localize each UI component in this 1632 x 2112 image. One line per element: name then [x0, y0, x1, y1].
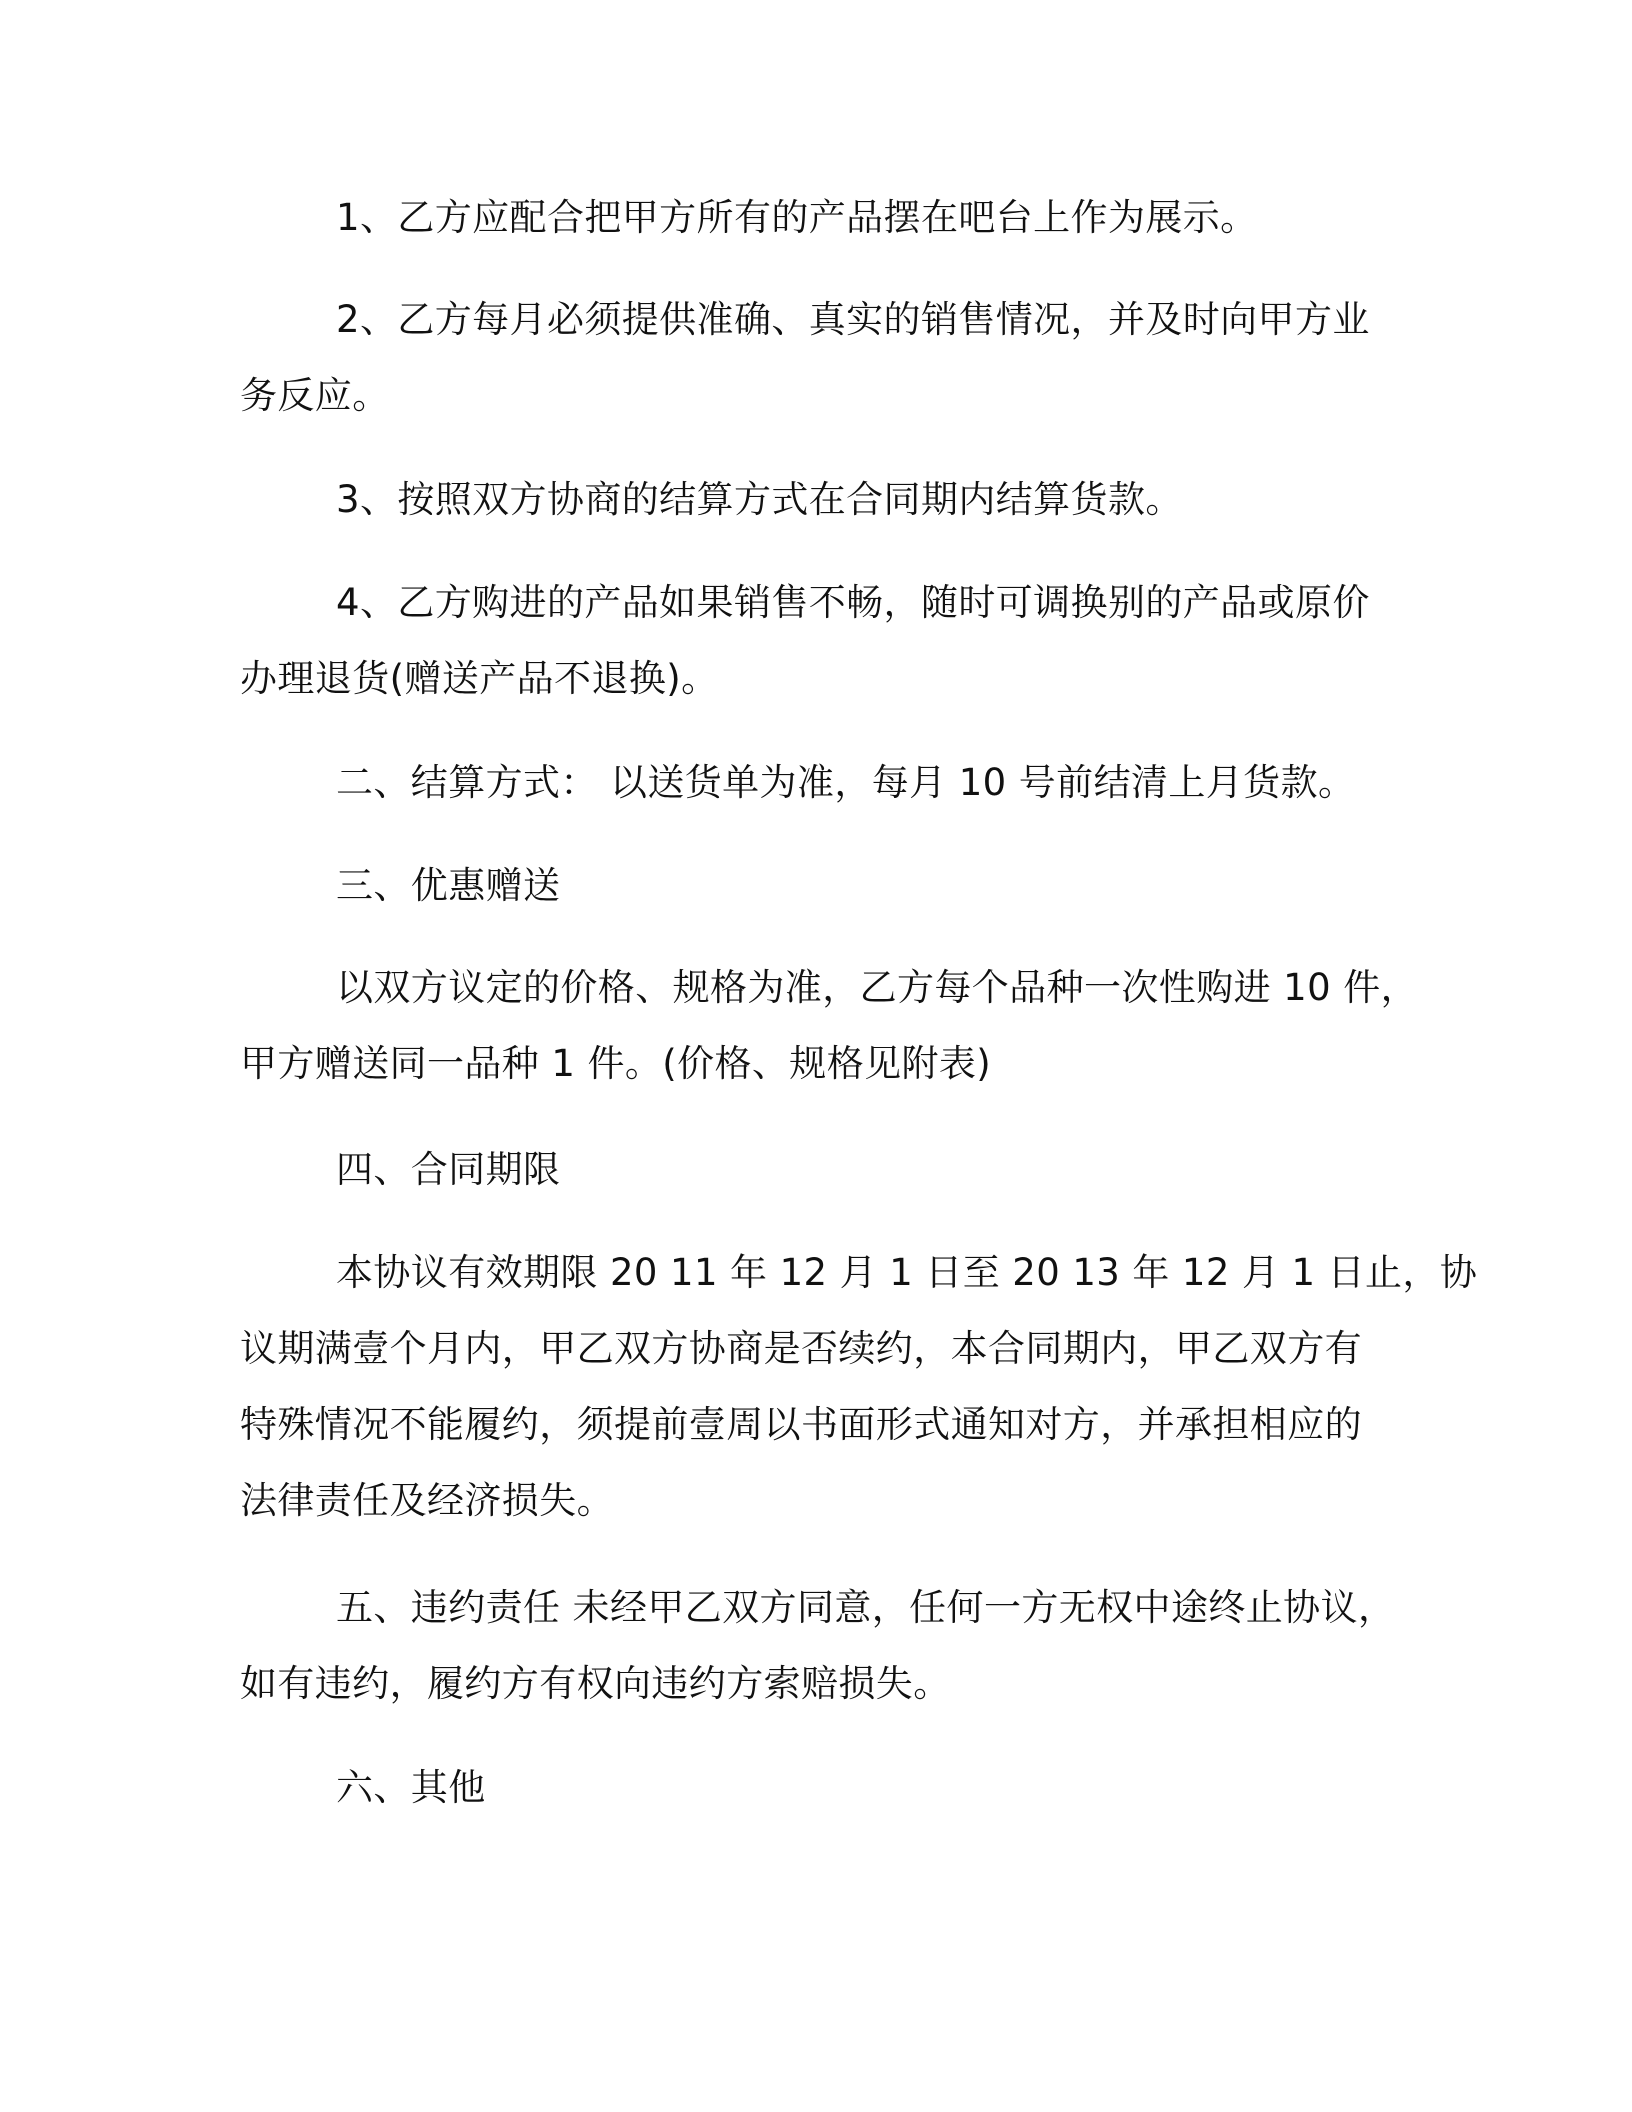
text-line: 六、其他 — [336, 1766, 486, 1809]
clause-4-returns — [240, 565, 1392, 717]
text-line: 四、合同期限 — [336, 1148, 561, 1191]
section-4-heading — [240, 1132, 1392, 1208]
text-line: 办理退货(赠送产品不退换)。 — [240, 657, 719, 700]
clause-2-sales-report — [240, 282, 1392, 434]
text-line: 甲方赠送同一品种 1 件。(价格、规格见附表) — [240, 1042, 992, 1085]
text-line: 以双方议定的价格、规格为准，乙方每个品种一次性购进 10 件， — [336, 966, 1419, 1009]
text-line: 务反应。 — [240, 374, 390, 417]
text-line: 五、违约责任 未经甲乙双方同意，任何一方无权中途终止协议， — [336, 1586, 1396, 1629]
section-3-heading — [240, 848, 1392, 924]
text-line: 议期满壹个月内，甲乙双方协商是否续约，本合同期内，甲乙双方有 — [240, 1327, 1362, 1370]
text-line: 1、乙方应配合把甲方所有的产品摆在吧台上作为展示。 — [336, 196, 1258, 239]
text-line: 三、优惠赠送 — [336, 864, 561, 907]
clause-3-settlement — [240, 462, 1392, 538]
section-2-settlement-method — [240, 745, 1392, 821]
clause-1-display — [240, 180, 1392, 256]
text-line: 二、结算方式： 以送货单为准，每月 10 号前结清上月货款。 — [336, 761, 1356, 804]
text-line: 3、按照双方协商的结算方式在合同期内结算货款。 — [336, 478, 1183, 521]
text-line: 如有违约，履约方有权向违约方索赔损失。 — [240, 1662, 951, 1705]
text-line: 2、乙方每月必须提供准确、真实的销售情况，并及时向甲方业 — [336, 298, 1370, 341]
section-4-body — [240, 1235, 1478, 1539]
text-line: 法律责任及经济损失。 — [240, 1479, 614, 1522]
section-5-breach — [240, 1570, 1396, 1722]
section-6-heading — [240, 1750, 1392, 1826]
section-3-body — [240, 950, 1419, 1102]
text-line: 本协议有效期限 20 11 年 12 月 1 日至 20 13 年 12 月 1 日止，协 — [336, 1251, 1478, 1294]
text-line: 4、乙方购进的产品如果销售不畅，随时可调换别的产品或原价 — [336, 581, 1370, 624]
text-line: 特殊情况不能履约，须提前壹周以书面形式通知对方，并承担相应的 — [240, 1403, 1362, 1446]
